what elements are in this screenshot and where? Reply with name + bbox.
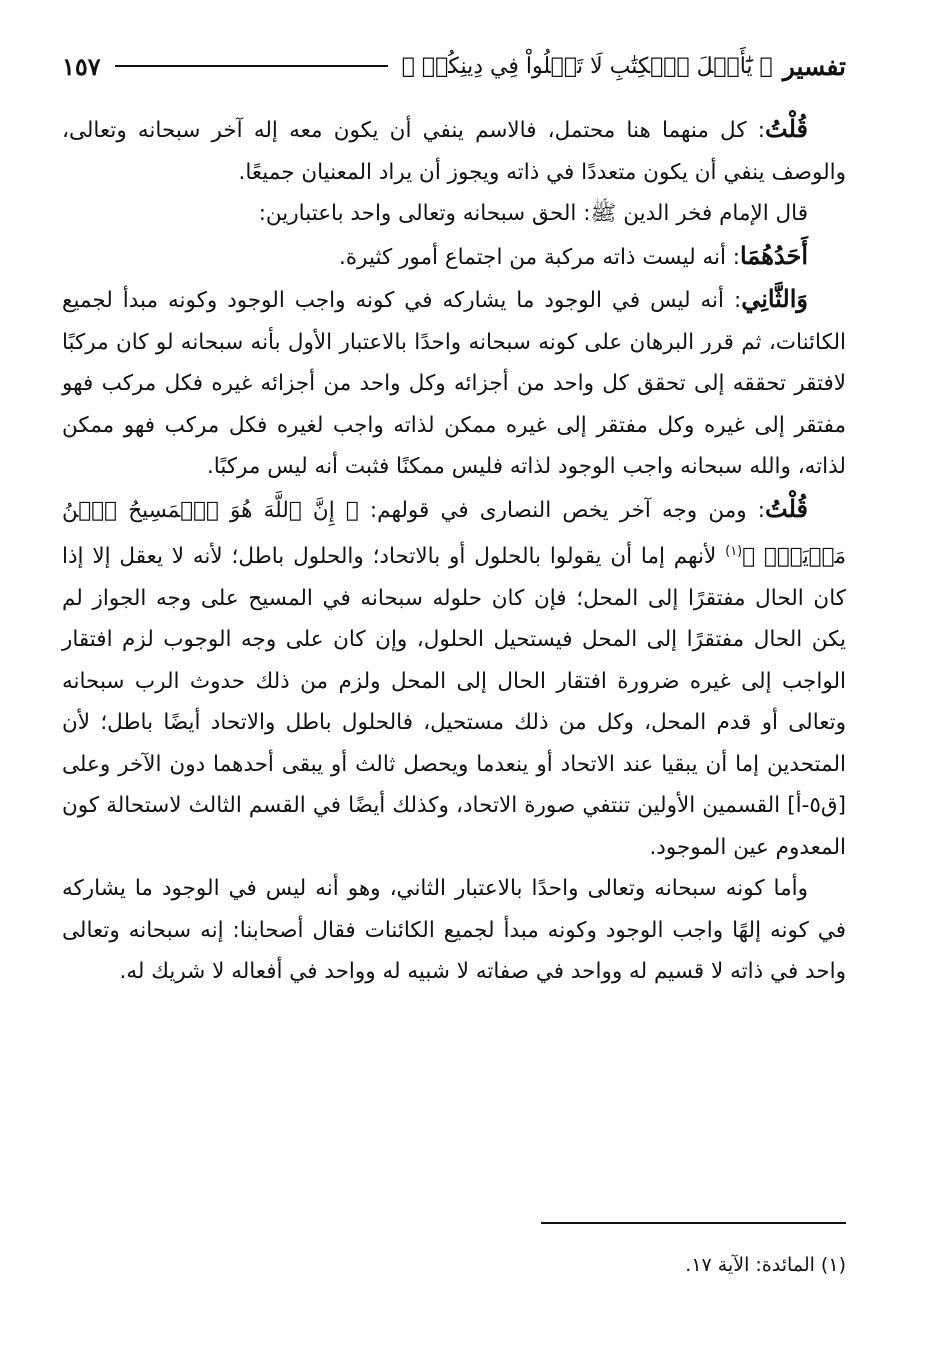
paragraph-lead: وَالثَّانِي <box>741 284 808 313</box>
paragraph-text: : أنه ليس في الوجود ما يشاركه في كونه واجب الوجود وكونه مبدأ لجميع الكائنات، ثم قرر البرهان على كونه سبحانه واحدًا بالاعتبار الأول بأنه سبحانه لو كان مركبًا لافتقر تحققه إلى تحقق كل واحد من أجزائه وكل واحد من أجزائه غيره فكل مركب فهو مفتقر إلى غيره وكل مفتقر إلى غيره ممكن لذاته واجب لغيره فكل مركب فهو ممكن لذاته، والله سبحانه واجب الوجود لذاته فليس ممكنًا فثبت أنه ليس مركبًا. <box>62 288 846 479</box>
paragraph-5 <box>62 488 846 869</box>
header-verse: ﴿ يَٰٓأَهۡلَ ٱلۡكِتَٰبِ لَا تَغۡلُواْ فِي دِينِكُمۡ ﴾ <box>401 53 773 79</box>
paragraph-3 <box>62 235 846 279</box>
paragraph-text-before-quote: : ومن وجه آخر يخص النصارى في قولهم: <box>358 497 766 523</box>
footnote-rule <box>541 1222 846 1224</box>
paragraph-text: وأما كونه سبحانه وتعالى واحدًا بالاعتبار الثاني، وهو أنه ليس في الوجود ما يشاركه في كونه إلهًا واجب الوجود وكونه مبدأ لجميع الكائنات فقال أصحابنا: إنه سبحانه وتعالى واحد في ذاته لا قسيم له وواحد في صفاته لا شبيه له وواحد في أفعاله لا شريك له. <box>62 876 846 985</box>
header-title: تفسير <box>782 51 846 81</box>
paragraph-text: : كل منهما هنا محتمل، فالاسم ينفي أن يكون معه إله آخر سبحانه وتعالى، والوصف ينفي أن يكون متعددًا في ذاته ويجوز أن يراد المعنيان جميعًا. <box>62 118 846 185</box>
main-text <box>62 108 846 993</box>
paragraph-text: قال الإمام فخر الدين ﷺ: الحق سبحانه وتعالى واحد باعتبارين: <box>258 201 808 226</box>
footnote-marker: (١) <box>725 544 743 559</box>
paragraph-4 <box>62 278 846 488</box>
page-number: ١٥٧ <box>62 51 101 81</box>
paragraph-text-after-quote: لأنهم إما أن يقولوا بالحلول أو بالاتحاد؛ والحلول باطل؛ لأنه لا يعقل إلا إذا كان الحال مفتقرًا إلى المحل؛ فإن كان حلوله سبحانه في المسيح على وجه الجواز لم يكن الحال مفتقرًا إلى المحل فيستحيل الحلول، وإن كان على وجه الوجوب لزم افتقار الواجب إلى غيره ضرورة افتقار الحال إلى المحل ولزم من ذلك حدوث الرب سبحانه وتعالى أو قدم المحل، وكل من ذلك مستحيل، فالحلول باطل والاتحاد أيضًا باطل؛ لأن المتحدين إما أن يبقيا عند الاتحاد أو ينعدما ويحصل ثالث أو يبقى أحدهما دون الآخر وعلى [ق٥-أ] القسمين الأولين تنتفي صورة الاتحاد، وكذلك أيضًا في القسم الثالث لاستحالة كون المعدوم عين الموجود. <box>62 544 846 860</box>
paragraph-lead: قُلْتُ <box>765 493 808 523</box>
running-header <box>62 44 846 88</box>
header-rule <box>115 65 388 67</box>
quran-quote: ﴿ إِنَّ ٱللَّهَ هُوَ ٱلۡمَسِيحُ ٱبۡنُ مَرۡيَمَۖ ﴾ <box>62 497 847 570</box>
paragraph-lead: أَحَدُهُمَا <box>740 240 808 270</box>
paragraph-lead: قُلْتُ <box>765 114 808 143</box>
footnote: (١) المائدة: الآية ١٧. <box>685 1254 846 1276</box>
header-title-group <box>402 52 846 81</box>
paragraph-6 <box>62 868 846 993</box>
paragraph-1 <box>62 108 846 193</box>
paragraph-2 <box>62 193 846 235</box>
paragraph-text: : أنه ليست ذاته مركبة من اجتماع أمور كثيرة. <box>339 244 741 270</box>
